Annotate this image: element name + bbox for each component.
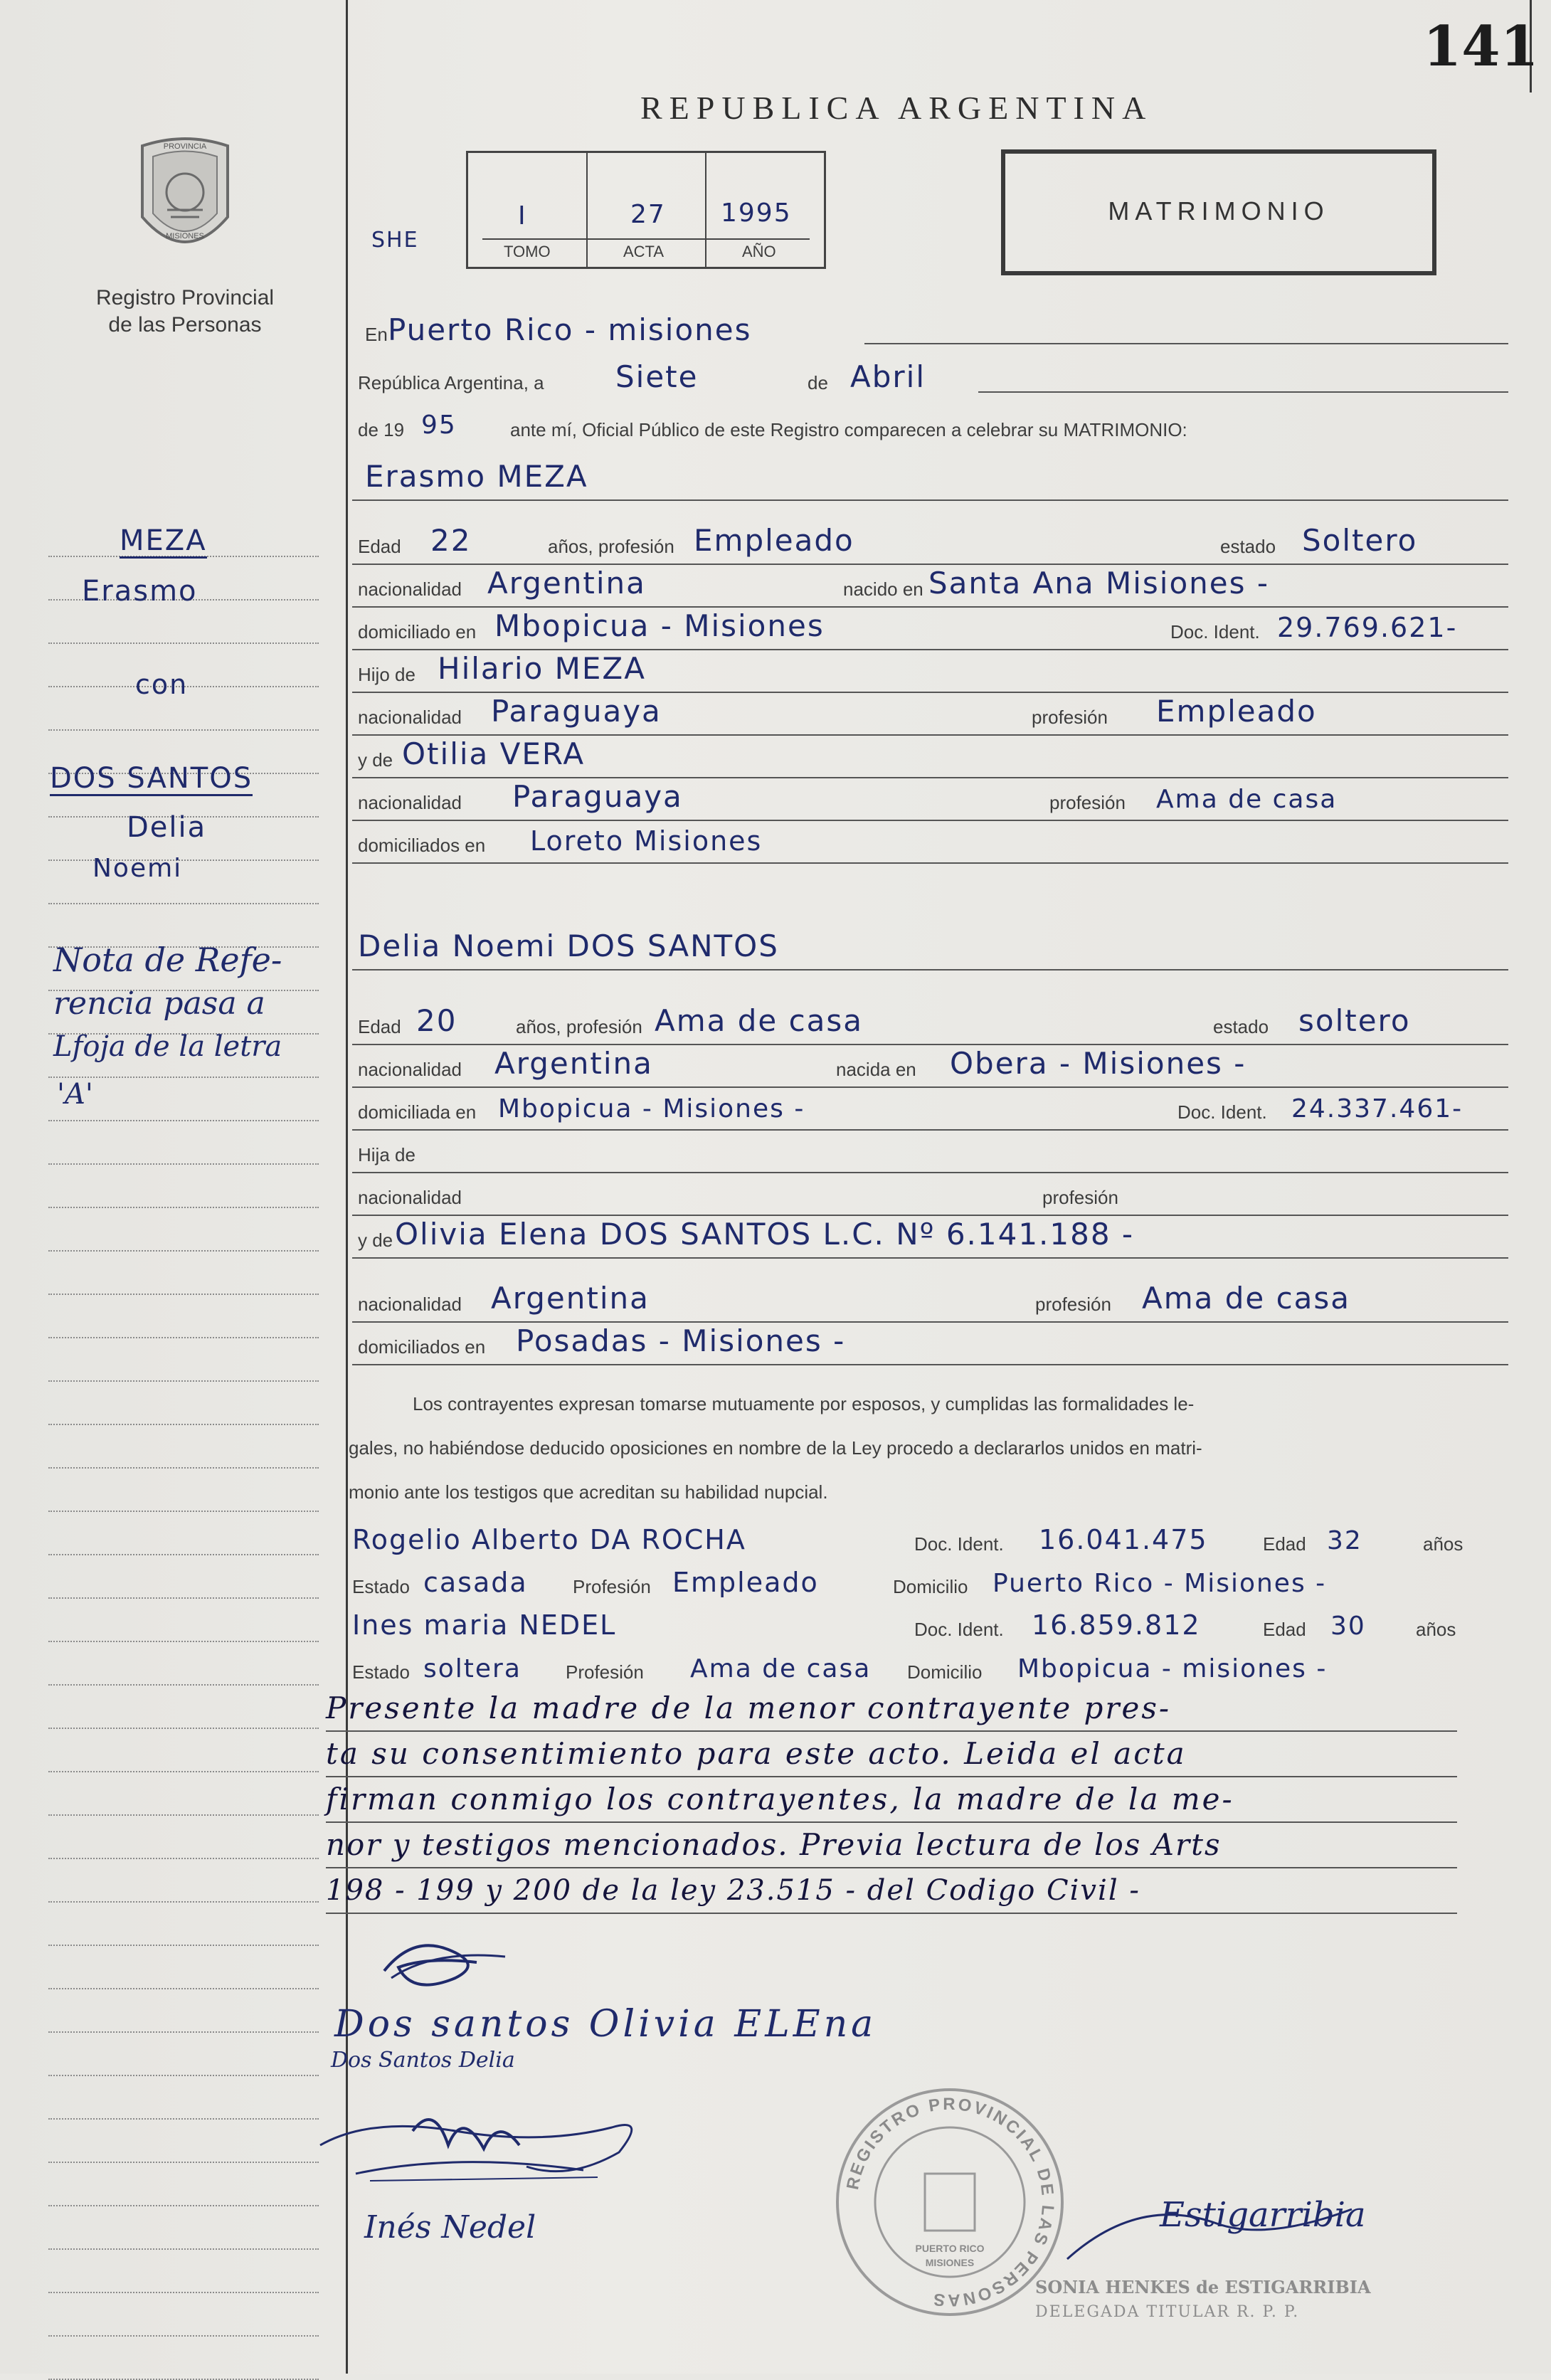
witness2-doc: 16.859.812 [1032, 1609, 1201, 1641]
formula-line-2: gales, no habiéndose deducido oposiciones en nombre de la Ley procedo a declararlos unidos en matri- [349, 1437, 1202, 1459]
label-republica: República Argentina, a [358, 372, 544, 393]
row-place [352, 307, 1508, 351]
margin-wife-name-1: Delia [127, 811, 207, 844]
label-profesion-bf: profesión [1042, 1187, 1118, 1208]
label-edad-w1: Edad [1263, 1533, 1306, 1555]
groom-domicile: Mbopicua - Misiones [494, 608, 825, 643]
row-groom-mother-nat [352, 776, 1508, 821]
place-value: Puerto Rico - misiones [388, 312, 752, 347]
row-date [352, 356, 1508, 400]
bride-nationality: Argentina [494, 1046, 653, 1081]
signature-mother: Dos santos Olivia ELEna [334, 2003, 877, 2046]
day-value: Siete [615, 359, 699, 394]
record-box [466, 151, 826, 269]
note-line-2: ta su consentimiento para este acto. Leida el acta [326, 1732, 1457, 1777]
bride-birthplace: Obera - Misiones - [950, 1046, 1246, 1081]
folio-number: 141 [1423, 14, 1539, 79]
crest-text-top: PROVINCIA [163, 142, 207, 151]
label-domiciliado-en: domiciliado en [358, 621, 477, 642]
acta-label: ACTA [623, 243, 665, 260]
seal-inner-2: MISIONES [925, 2257, 975, 2268]
label-domicilio-w2: Domicilio [907, 1661, 983, 1683]
label-anos-w1: años [1423, 1533, 1463, 1555]
month-value: Abril [850, 359, 926, 394]
groom-parents-domicile: Loreto Misiones [530, 825, 763, 857]
groom-name: Erasmo MEZA [365, 459, 588, 494]
row-bride-father [352, 1128, 1508, 1173]
bride-name: Delia Noemi DOS SANTOS [358, 929, 779, 963]
label-de: de [808, 372, 828, 393]
row-groom-father-nat [352, 690, 1508, 736]
label-domiciliados-en: domiciliados en [358, 835, 486, 856]
row-groom-domicile [352, 605, 1508, 650]
margin-wife-name-2: Noemi [92, 854, 183, 883]
margin-note-line-1: Nota de Refe- [53, 941, 282, 979]
witness1-profession: Empleado [672, 1567, 819, 1598]
row-groom-parents-dom [352, 818, 1508, 864]
groom-father-nationality: Paraguaya [491, 694, 662, 729]
note-line-5: 198 - 199 y 200 de la ley 23.515 - del Codigo Civil - [326, 1868, 1457, 1914]
row-witness2 [352, 1602, 1508, 1646]
witness2-name: Ines maria NEDEL [352, 1609, 617, 1641]
label-doc-ident-b: Doc. Ident. [1177, 1101, 1267, 1123]
label-nacionalidad-m: nacionalidad [358, 792, 462, 813]
label-nacionalidad: nacionalidad [358, 578, 462, 600]
row-bride-mother [352, 1213, 1508, 1259]
note-line-1: Presente la madre de la menor contrayente pres- [326, 1686, 1457, 1732]
margin-con: con [135, 669, 189, 700]
witness1-domicile: Puerto Rico - Misiones - [992, 1569, 1327, 1598]
official-signature [1053, 2181, 1380, 2266]
ano-label: AÑO [742, 243, 776, 260]
margin-note-line-2: rencia pasa a [53, 985, 265, 1022]
tomo-value: I [518, 201, 527, 231]
groom-profession: Empleado [694, 523, 854, 558]
label-edad: Edad [358, 536, 401, 557]
groom-mother: Otilia VERA [402, 736, 586, 771]
label-y-de: y de [358, 749, 393, 771]
label-estado-w2: Estado [352, 1661, 410, 1683]
margin-wife-surname: DOS SANTOS [50, 762, 253, 795]
row-bride-father-nat [352, 1170, 1508, 1216]
label-domiciliados-en-b: domiciliados en [358, 1336, 486, 1358]
label-nacionalidad-bm: nacionalidad [358, 1294, 462, 1315]
label-edad-b: Edad [358, 1016, 401, 1037]
margin-note-line-3: Lfoja de la letra [53, 1030, 282, 1063]
label-nacionalidad-f: nacionalidad [358, 707, 462, 728]
bride-status: soltero [1298, 1003, 1411, 1038]
label-domicilio-w1: Domicilio [893, 1576, 968, 1597]
row-groom-nationality [352, 562, 1508, 608]
bride-domicile: Mbopicua - Misiones - [498, 1094, 805, 1123]
row-witness2-details [352, 1645, 1508, 1689]
witness1-name: Rogelio Alberto DA ROCHA [352, 1524, 746, 1555]
crest-text-bottom: MISIONES [166, 232, 204, 240]
signature-witness2: Inés Nedel [364, 2209, 536, 2246]
row-bride-mother-nat [352, 1277, 1508, 1323]
label-edad-w2: Edad [1263, 1619, 1306, 1640]
margin-note-line-4: 'A' [57, 1078, 93, 1111]
label-profesion-w1: Profesión [573, 1576, 651, 1597]
bride-age: 20 [416, 1003, 457, 1038]
label-estado: estado [1220, 536, 1276, 557]
bride-doc: 24.337.461- [1291, 1094, 1463, 1123]
witness2-age: 30 [1330, 1612, 1366, 1641]
label-profesion-w2: Profesión [566, 1661, 644, 1683]
row-bride-name [352, 925, 1508, 970]
row-groom-name [352, 455, 1508, 501]
label-anos-profesion-b: años, profesión [516, 1016, 642, 1037]
bride-profession: Ama de casa [655, 1003, 864, 1038]
bride-mother-profession: Ama de casa [1142, 1281, 1351, 1316]
registry-round-seal [832, 2085, 1067, 2320]
label-nacido-en: nacido en [843, 578, 923, 600]
label-doc-w2: Doc. Ident. [914, 1619, 1004, 1640]
groom-mother-profession: Ama de casa [1156, 785, 1338, 814]
official-signature-text: Estigarribia [1160, 2195, 1366, 2235]
label-anos-profesion: años, profesión [548, 536, 674, 557]
witness1-doc: 16.041.475 [1039, 1524, 1208, 1555]
margin-husband-surname: MEZA [120, 524, 207, 557]
label-anos-w2: años [1416, 1619, 1456, 1640]
official-stamp [1035, 2277, 1371, 2321]
groom-status: Soltero [1302, 523, 1418, 558]
acta-value: 27 [630, 200, 666, 229]
row-groom-mother [352, 733, 1508, 778]
registry-line-2: de las Personas [108, 313, 262, 337]
label-doc-w1: Doc. Ident. [914, 1533, 1004, 1555]
bride-parents-domicile: Posadas - Misiones - [516, 1323, 846, 1358]
note-line-4: nor y testigos mencionados. Previa lectura de los Arts [326, 1823, 1457, 1868]
label-en: En [365, 324, 388, 345]
label-nacionalidad-bf: nacionalidad [358, 1187, 462, 1208]
label-estado-b: estado [1213, 1016, 1269, 1037]
intro-text: ante mí, Oficial Público de este Registro comparecen a celebrar su MATRIMONIO: [510, 419, 1187, 440]
row-groom-father [352, 647, 1508, 693]
row-witness1-details [352, 1560, 1508, 1604]
additional-notes [326, 1686, 1457, 1914]
label-estado-w1: Estado [352, 1576, 410, 1597]
row-bride-nationality [352, 1042, 1508, 1088]
official-stamp-line-1: SONIA HENKES de ESTIGARRIBIA [1035, 2277, 1371, 2297]
groom-birthplace: Santa Ana Misiones - [928, 566, 1270, 601]
ano-value: 1995 [721, 199, 792, 228]
label-hijo-de: Hijo de [358, 664, 415, 685]
label-nacionalidad-b: nacionalidad [358, 1059, 462, 1080]
label-profesion-f: profesión [1032, 707, 1108, 728]
formula-line-3: monio ante los testigos que acreditan su habilidad nupcial. [349, 1481, 828, 1503]
label-hija-de: Hija de [358, 1144, 415, 1165]
row-year [352, 403, 1508, 447]
row-bride-parents-dom [352, 1320, 1508, 1365]
row-witness1 [352, 1517, 1508, 1561]
registry-crest-icon [128, 132, 242, 267]
record-inner-grid [468, 153, 824, 267]
witness2-profession: Ama de casa [690, 1654, 872, 1683]
legal-formula [349, 1382, 1473, 1514]
year-suffix: 95 [421, 411, 457, 440]
label-nacida-en: nacida en [836, 1059, 916, 1080]
series-code: SHE [371, 228, 419, 253]
document-type-box [1001, 149, 1436, 275]
seal-ring-text: REGISTRO PROVINCIAL DE LAS PERSONAS [843, 2094, 1058, 2310]
row-bride-domicile [352, 1085, 1508, 1131]
label-doc-ident: Doc. Ident. [1170, 621, 1260, 642]
registry-name [50, 285, 320, 339]
groom-father-profession: Empleado [1156, 694, 1317, 729]
witness2-domicile: Mbopicua - misiones - [1017, 1654, 1328, 1683]
registry-line-1: Registro Provincial [95, 286, 275, 310]
groom-nationality: Argentina [487, 566, 646, 601]
signature-scribble-2 [313, 2088, 669, 2206]
tomo-label: TOMO [504, 243, 551, 260]
groom-father: Hilario MEZA [438, 651, 646, 686]
witness2-status: soltera [423, 1654, 522, 1683]
witness1-status: casada [423, 1567, 528, 1598]
label-domiciliada-en: domiciliada en [358, 1101, 477, 1123]
bride-mother-nationality: Argentina [491, 1281, 650, 1316]
groom-mother-nationality: Paraguaya [512, 779, 683, 814]
row-bride-age [352, 1000, 1508, 1045]
witness1-age: 32 [1327, 1526, 1362, 1555]
groom-doc: 29.769.621- [1277, 612, 1458, 643]
label-y-de-b: y de [358, 1229, 393, 1251]
label-year: de 19 [358, 419, 405, 440]
country-heading: REPUBLICA ARGENTINA [640, 90, 1153, 126]
label-profesion-bm: profesión [1035, 1294, 1111, 1315]
note-line-3: firman conmigo los contrayentes, la madre de la me- [326, 1777, 1457, 1823]
row-groom-age [352, 519, 1508, 565]
margin-husband-name: Erasmo [82, 575, 198, 608]
label-profesion-m: profesión [1049, 792, 1126, 813]
document-type-title: MATRIMONIO [1108, 196, 1330, 226]
formula-line-1: Los contrayentes expresan tomarse mutuamente por esposos, y cumplidas las formalidades le- [413, 1393, 1195, 1414]
groom-age: 22 [430, 523, 472, 558]
official-stamp-line-2: DELEGADA TITULAR R. P. P. [1035, 2303, 1300, 2321]
seal-inner-1: PUERTO RICO [915, 2243, 985, 2254]
bride-mother: Olivia Elena DOS SANTOS L.C. Nº 6.141.188 - [395, 1217, 1135, 1252]
signature-scribble-1 [370, 1928, 526, 2003]
signature-bride: Dos Santos Delia [331, 2048, 515, 2073]
